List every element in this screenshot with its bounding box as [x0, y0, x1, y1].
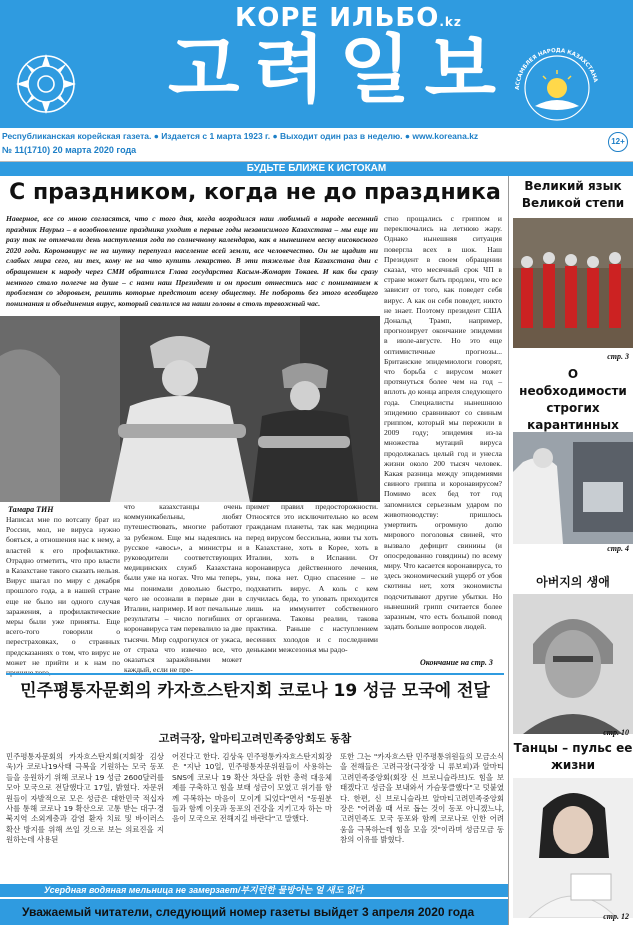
dancers-photo [513, 218, 633, 348]
sidebar-item-title[interactable]: О необходимости строгих карантинных [519, 367, 627, 432]
lead-article-column-2: что казахстанцы очень коммуникабельны, любят путешествовать, многие работают за рубежом. Еще мы надеялись на русское «авось», а министры и руководители соответствующих медицинских служб Казахстана были уже на ногах. Что мы теперь, мы понимали довольно быстро, чего не осознали в первые дни в Италии, например. И вот печальные результаты – число погибших от коронавируса там перевалило за две тысячи. Мир содрогнулся от ужаса, от страха что извечно все, что оказаться заражёнными может каждый, если не пре- [124, 502, 242, 675]
issue-number-date: № 11(1710) 20 марта 2020 года [2, 145, 137, 155]
section-divider [6, 673, 504, 675]
lead-article-right-column: стно прощались с гриппом и переключались на летнюю жару. Однако нынешняя ситуация повергла всех в шок. Наш Президент в своем обращении сказал, что месячный срок ЧП в стране может быть продлен, что все зависит от того, как поведет себя вирус. А как он себя поведет, никто не знает. Поэтому президент США Дональд Трамп, например, прогнозирует окончание эпидемии в июле-августе. Но это еще оптимистичные прогнозы... Британские эпидемиологи говорят, что борьба с вирусом может протянуться более чем на год – вплоть до конца апреля следующего года. Специалисты нынешнюю эпидемию сравнивают со свиным гриппом, который мы пережили в 2009 году; эпидемия из-за множества мутаций вируса продолжалась целый год и унесла жизни около 200 тысяч человек. Какая разница между эпидемиями свиного гриппа и коронавирусом? Помимо всех бед тот год запомнился серьезным ударом по животноводству: пришлось умертвить огромную долю мирового поголовья свиней, что вызвало дефицит свинины (и опосредованно говядины) по всему миру. Что касается коронавируса, то здесь экономический ущерб от убоя скотины нет, хотя экономисты подсчитывают другие убытки. Но нынешний грипп считается более заразным, что есть большой повод задать больше вопросов людей. [384, 214, 502, 632]
korean-article-column-3: 또한 그는 "카자흐스탄 민주평통위원들의 모금소식을 전해들은 고려극장(극장장 니 류보피)과 알마티고려민족중앙회(회장 신 브로니슬라브)도 힘을 보태겠다고 성금을 보내와서 가슴뭉클했다"고 덧붙였다. 한편, 신 브로니슬라브 알마티고려민족중앙회장은 "어려울 때 서로 돕는 것이 동포 아니겠느냐, 고려민족도 모국 동포와 함께 코로나로 인한 어려움을 극복하는데 힘을 모을 것"이라며 성금모금 동참의 이유를 밝혔다. [340, 752, 504, 845]
lead-article-intro: Наверное, все со мною согласятся, что с того дня, когда возродился наш любимый в народе весенний праздник Наурыз – в возобновление праздника уходит в первые годы независимого Казахстана – мы еще ни разу так не отмечали день наступления года по солнечному календарю, как в нынешнем весну високосного 2020 года. Коронавирус не на шутку перепугал население всей земли, все человечество. Он не щадит ни слабых мира сего, ни тех, кому не на что купить лекарство. В эти тяжелые для Казахстана дни с обращением к народу через СМИ обратился Глава государства Касым-Жомарт Токаев. И как бы сразу немного стало полегче на душе – с нами наш Президент и он просит отнестись нас с пониманием к проблемам со здоровьем, решить которые предстоит всему обществу. Не побороть без этого всеобщего понимания и объединения вирус, который свалился на наши головы в столь тревожный час. [6, 214, 378, 308]
masthead [0, 0, 633, 128]
masthead-korean-title: 고려일보 [168, 27, 510, 113]
dancer-portrait-photo [513, 778, 633, 918]
state-emblem-icon [14, 52, 78, 116]
sidebar-item-page: стр. 3 [607, 352, 629, 361]
sidebar-teasers [508, 176, 633, 925]
sidebar-item-title[interactable]: 아버지의 생애 [536, 575, 610, 589]
proverb-strip: Усердная водяная мельница не замерзает/부지런한 물방아는 얼 새도 없다 [0, 884, 510, 897]
lead-article-column-3: примет правил предосторожности. Относятся это исключительно ко всем гражданам планеты, так как медицина перед вирусом бессильна, живи ты хоть в Казахстане, хоть в Корее, хоть в Италии, хоть в Испании. От коронавируса действенного лечения, увы, пока нет. Одно спасение – не подхватить вирус. А коль с кем случилась беда, то уповать приходится лишь на иммунитет собственного организма. Таковы реалии, такова практика. Раньше с наступлением весенних холодов и с последними деньками межсезонья мы радо- [246, 502, 378, 654]
sidebar-item-page: стр. 4 [607, 544, 629, 553]
publication-info-bar [0, 128, 633, 162]
publication-info: Республиканская корейская газета. ● Издается с 1 марта 1923 г. ● Выходит один раз в неделю. ● www.koreana.kz [2, 131, 479, 141]
lead-article-column-1: Написал мне по вотсапу брат из России, мол, не вирусa нужно бояться, а отношения нас к нему, а властей к его профилактике. Отрадно отметить, что про власти в Казахстане такого сказать нельзя. Вирус шагал по миру с декабря прошлого года, а в нашей стране еще не было ни одного случая заражения, а профилактические меры были уже приняты. Еще всего-того говорили о перестраховках, о странных предсказаниях о том, что вирус не может не прийти и к нам по причине того, [6, 515, 121, 678]
assembly-emblem-icon [505, 40, 609, 122]
masthead-domain-suffix: .kz [439, 15, 462, 29]
next-issue-notice: Уважаемый читатели, следующий номер газеты выйдет 3 апреля 2020 года [0, 899, 510, 925]
sidebar-item-page: стр. 12 [603, 912, 629, 921]
korean-article-headline: 민주평통자문회의 카자흐스탄지회 코로나 19 성금 모국에 전달 [20, 681, 490, 701]
age-rating-badge: 12+ [608, 132, 628, 152]
lead-article-headline: С праздником, когда не до праздника [9, 180, 501, 205]
continued-on-page: Окончание на стр. 3 [420, 658, 493, 667]
lead-article-photo [0, 316, 380, 502]
photo-credit-author: Тамара ТИН [8, 505, 54, 514]
slogan-bar: БУДЬТЕ БЛИЖЕ К ИСТОКАМ [0, 162, 633, 176]
korean-article-subheadline: 고려극장, 알마티고려민족중앙회도 동참 [158, 732, 352, 745]
elder-portrait-photo [513, 594, 633, 734]
korean-article-column-2: 어진다고 한다. 김상욱 민주평통카자흐스탄지회장은 "지난 10일, 민주평통자문위원들이 사용하는 SNS에 코로나 19 확산 차단을 위한 총력 대응체제를 구축하고 힘을 보태 성금이 모였고 위기를 함께 극복하는 마음이 모이게 되었다"면서 "동원분들과 함께 이웃과 동포의 건강을 지키고자 하는 마음이 모국으로 전해지길 바란다"고 말했다. [172, 752, 332, 824]
sidebar-item-title[interactable]: Великий язык Великой степи [521, 179, 625, 210]
sidebar-item-title[interactable]: Танцы – пульс ее жизни [513, 741, 633, 772]
assembly-emblem-text: АССАМБЛЕЯ НАРОДА КАЗАХСТАНА [514, 47, 599, 91]
sidebar-item-page: стр. 10 [603, 728, 629, 737]
masthead-latin-title: КОРЕ ИЛЬБО.kz [235, 3, 462, 33]
korean-article-column-1: 민주평통자문회의 카자흐스탄지회(지회장 김상욱)가 코로나19사태 극복을 기원하는 모국 동포들을 응원하기 위해 코로나 19 성금 2600달러를 모아 모국으로 전달했다고 17일, 밝혔다. 자문위원들이 자발적으로 모은 성금은 대한민국 적십자사를 통해 코로나 19 확산으로 고통 받는 대구·경북지역 소외계층과 감염 환자 치료 및 바이러스 확산 방지를 위해 쓰일 것으로 보는 의료진을 지원하는데 사용된 [6, 752, 164, 845]
quarantine-photo [513, 432, 633, 544]
